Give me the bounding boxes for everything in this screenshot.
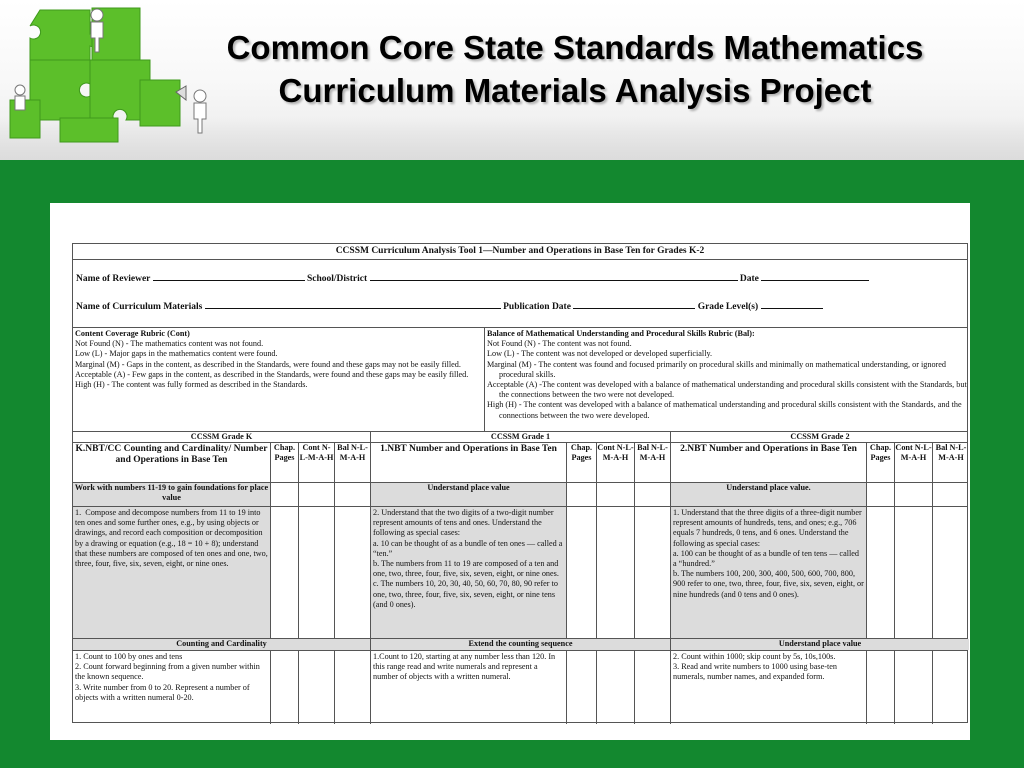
chap-cell[interactable] — [867, 651, 895, 724]
date-label: Date — [739, 274, 759, 284]
chap-cell[interactable] — [567, 651, 597, 724]
school-blank[interactable] — [370, 272, 738, 281]
cluster-1-1: Understand place value — [371, 483, 567, 506]
column-header-row — [73, 443, 967, 483]
domain-k: K.NBT/CC Counting and Cardinality/ Number and Operations in Base Ten — [73, 443, 271, 482]
cont-cell[interactable] — [597, 651, 635, 724]
chap-cell[interactable] — [271, 507, 299, 638]
grade-header-row — [73, 432, 967, 443]
grade-label: Grade Level(s) — [697, 302, 759, 312]
rubrics-row — [73, 328, 967, 432]
reviewer-line — [76, 272, 869, 285]
cluster-1-2: Extend the counting sequence — [371, 639, 671, 650]
domain-2: 2.NBT Number and Operations in Base Ten — [671, 443, 867, 482]
pubdate-blank[interactable] — [573, 300, 695, 309]
empty-cell — [933, 483, 969, 506]
bal-cell[interactable] — [335, 651, 371, 724]
document-image — [50, 203, 970, 740]
cont-cell[interactable] — [895, 507, 933, 638]
empty-cell — [895, 483, 933, 506]
bal-cell[interactable] — [933, 507, 969, 638]
bal-cell[interactable] — [933, 651, 969, 724]
materials-line — [76, 300, 823, 313]
cluster-k-2: Counting and Cardinality — [73, 639, 371, 650]
cluster-row-2 — [73, 639, 967, 651]
cont-cell[interactable] — [597, 507, 635, 638]
chap-cell[interactable] — [867, 507, 895, 638]
grade-1-header: CCSSM Grade 1 — [371, 432, 671, 442]
rubric-cont-line: Not Found (N) - The mathematics content was not found. — [75, 339, 264, 349]
cluster-k-1: Work with numbers 11-19 to gain foundations for place value — [73, 483, 271, 506]
rubric-cont-line: Marginal (M) - Gaps in the content, as described in the Standards, were found and these gaps may not be easily filled. — [75, 359, 461, 369]
rubric-bal-line: Marginal (M) - The content was found and focused primarily on procedural skills and minimally on mathematical understanding, or ignored procedural skills. — [487, 359, 946, 379]
empty-cell — [335, 483, 371, 506]
rubric-cont-line: Low (L) - Major gaps in the mathematics content were found. — [75, 349, 278, 359]
cont-cell[interactable] — [895, 651, 933, 724]
standard-2-2: 2. Count within 1000; skip count by 5s, 10s,100s. 3. Read and write numbers to 1000 using base-ten numerals, number names, and expanded form. — [671, 651, 867, 724]
slide-title — [135, 26, 1015, 112]
standard-1-2: 1.Count to 120, starting at any number less than 120. In this range read and write numerals and represent a number of objects with a written numeral. — [371, 651, 567, 724]
chap-cell[interactable] — [271, 651, 299, 724]
bal-header: Bal N-L-M-A-H — [935, 443, 967, 463]
empty-cell — [567, 483, 597, 506]
date-blank[interactable] — [761, 272, 869, 281]
rubric-cont-line: Acceptable (A) - Few gaps in the content, as described in the Standards, were found and these gaps may be easily filled. — [75, 369, 469, 379]
rubric-bal-title: Balance of Mathematical Understanding and Procedural Skills Rubric (Bal): — [487, 329, 755, 338]
cont-cell[interactable] — [299, 651, 335, 724]
rubric-cont — [73, 328, 485, 431]
standard-2-1: 1. Understand that the three digits of a three-digit number represent amounts of hundreds, tens, and ones; e.g., 706 equals 7 hundreds, 0 tens, and 6 ones. Understand the following as special cases: a. 100 can be thought of as a bundle of ten tens — called a “hundred.” b. The numbers 100, 200, 300, 400, 500, 600, 700, 800, 900 refer to one, two, three, four, five, six, seven, eight, or nine hundreds (and 0 tens and 0 ones). — [671, 507, 867, 638]
chap-header: Chap. Pages — [867, 443, 895, 482]
bal-header: Bal N-L-M-A-H — [635, 443, 671, 482]
chap-cell[interactable] — [567, 507, 597, 638]
standard-k-1: 1. Compose and decompose numbers from 11 to 19 into ten ones and some further ones, e.g., by using objects or drawings, and record each composition or decomposition by a drawing or equation (e.g., 18 = 10 + 8); understand that these numbers are composed of ten ones and one, two, three, four, five, six, seven, eight, or nine ones. — [73, 507, 271, 638]
cont-cell[interactable] — [299, 507, 335, 638]
grade-2-header: CCSSM Grade 2 — [790, 432, 850, 441]
slide-header — [0, 0, 1024, 160]
standard-1-1: 2. Understand that the two digits of a two-digit number represent amounts of tens and ones. Understand the following as special cases: a. 10 can be thought of as a bundle of ten ones — called a “ten.” b. The numbers from 11 to 19 are composed of a ten and one, two, three, four, five, six, seven, eight, or nine ones. c. The numbers 10, 20, 30, 40, 50, 60, 70, 80, 90 refer to one, two, three, four, five, six, seven, eight, or nine tens (and 0 ones). — [371, 507, 567, 638]
rubric-cont-line: High (H) - The content was fully formed as described in the Standards. — [75, 380, 308, 390]
materials-label: Name of Curriculum Materials — [76, 302, 203, 312]
pubdate-label: Publication Date — [503, 302, 571, 312]
chap-header: Chap. Pages — [271, 443, 299, 482]
standards-row-1 — [73, 507, 967, 639]
cont-header: Cont N-L-M-A-H — [895, 443, 933, 482]
reviewer-blank[interactable] — [153, 272, 305, 281]
standards-row-2 — [73, 651, 967, 724]
rubric-bal-line: Acceptable (A) -The content was developed with a balance of mathematical understanding and procedural skills consistent with the Standards, but the connections between the two were not developed. — [487, 380, 967, 400]
table-title-row — [73, 244, 967, 260]
bal-header: Bal N-L-M-A-H — [335, 443, 371, 482]
bal-cell[interactable] — [635, 651, 671, 724]
grade-blank[interactable] — [761, 300, 823, 309]
reviewer-label: Name of Reviewer — [76, 274, 151, 284]
cont-header: Cont N-L-M-A-H — [299, 443, 335, 482]
table-title: CCSSM Curriculum Analysis Tool 1—Number and Operations in Base Ten for Grades K-2 — [335, 246, 705, 256]
cont-header: Cont N-L-M-A-H — [597, 443, 635, 482]
rubric-cont-title: Content Coverage Rubric (Cont) — [75, 329, 190, 338]
rubric-bal-line: High (H) - The content was developed with a balance of mathematical understanding and procedural skills consistent with the Standards, and the connections between the two were developed. — [487, 400, 962, 420]
bal-cell[interactable] — [335, 507, 371, 638]
reviewer-fields — [73, 260, 967, 328]
chap-header: Chap. Pages — [567, 443, 597, 482]
grade-k-header: CCSSM Grade K — [73, 432, 371, 442]
school-label: School/District — [306, 274, 368, 284]
empty-cell — [635, 483, 671, 506]
title-line-2: Curriculum Materials Analysis Project — [278, 72, 872, 109]
empty-cell — [867, 483, 895, 506]
cluster-2-1: Understand place value. — [671, 483, 867, 506]
empty-cell — [597, 483, 635, 506]
rubric-bal-line: Low (L) - The content was not developed or developed superficially. — [487, 349, 713, 359]
bal-cell[interactable] — [635, 507, 671, 638]
materials-blank[interactable] — [205, 300, 501, 309]
cluster-row-1 — [73, 483, 967, 507]
rubric-bal-line: Not Found (N) - The content was not found. — [487, 339, 632, 349]
standard-k-2: 1. Count to 100 by ones and tens 2. Count forward beginning from a given number within the known sequence. 3. Write number from 0 to 20. Represent a number of objects with a written numeral 0-20. — [73, 651, 271, 724]
domain-1: 1.NBT Number and Operations in Base Ten — [371, 443, 567, 482]
empty-cell — [299, 483, 335, 506]
empty-cell — [271, 483, 299, 506]
rubric-bal — [485, 328, 969, 431]
cluster-2-2: Understand place value — [671, 639, 969, 650]
title-line-1: Common Core State Standards Mathematics — [226, 29, 924, 66]
analysis-tool-table — [72, 243, 968, 723]
